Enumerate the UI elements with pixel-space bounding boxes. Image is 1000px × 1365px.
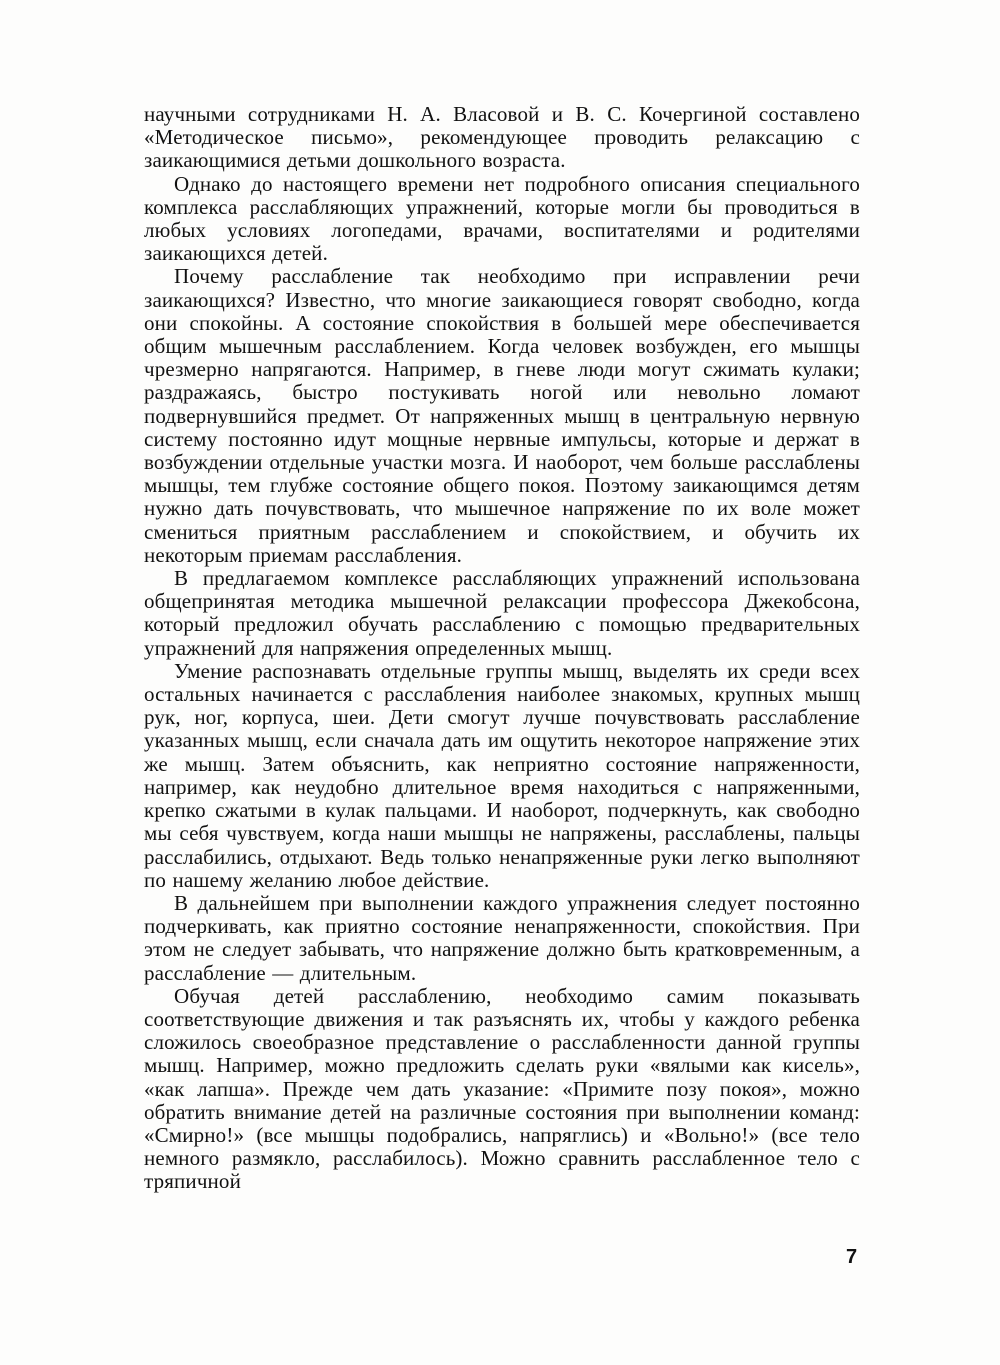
paragraph-1: научными сотрудниками Н. А. Власовой и В. С. Кочергиной составлено «Методическое письмо», рекомендующее проводить релаксацию с заикающимися детьми дошкольного возраста.: [144, 102, 860, 173]
paragraph-5: Умение распознавать отдельные группы мышц, выделять их среди всех остальных начинается с расслабления наиболее знакомых, крупных мышц рук, ног, корпуса, шеи. Дети смогут лучше почувствовать расслабление указанных мышц, если сначала дать им ощутить некоторое напряжение этих же мышц. Затем объяснить, как неприятно состояние напряженности, например, как неудобно длительное время находиться с напряженными, крепко сжатыми в кулак пальцами. И наоборот, подчеркнуть, как свободно мы себя чувствуем, когда наши мышцы не напряжены, расслаблены, пальцы расслабились, отдыхают. Ведь только ненапряженные руки легко выполняют по нашему желанию любое действие.: [144, 658, 860, 892]
paragraph-4: В предлагаемом комплексе расслабляющих упражнений использована общепринятая методика мышечной релаксации профессора Джекобсона, который предложил обучать расслаблению с помощью предварительных упражнений для напряжения определенных мышц.: [144, 566, 860, 660]
paragraph-3: Почему расслабление так необходимо при исправлении речи заикающихся? Известно, что многие заикающиеся говорят свободно, когда они спокойны. А состояние спокойствия в большей мере обеспечивается общим мышечным расслаблением. Когда человек возбужден, его мышцы чрезмерно напрягаются. Например, в гневе люди могут сжимать кулаки; раздражаясь, быстро постукивать ногой или невольно ломают подвернувшийся предмет. От напряженных мышц в центральную нервную систему постоянно идут мощные нервные импульсы, которые и держат в возбуждении отдельные участки мозга. И наоборот, чем больше расслаблены мышцы, тем глубже состояние общего покоя. Поэтому заикающимся детям нужно дать почувствовать, что мышечное напряжение по их воле может смениться приятным расслаблением и спокойствием, и обучить их некоторым приемам расслабления.: [144, 264, 860, 567]
body-text: [144, 103, 860, 1194]
paragraph-6: В дальнейшем при выполнении каждого упражнения следует постоянно подчеркивать, как приятно состояние ненапряженности, спокойствия. При этом не следует забывать, что напряжение должно быть кратковременным, а расслабление — длительным.: [144, 890, 860, 985]
page-number: 7: [846, 1246, 858, 1268]
paragraph-2: Однако до настоящего времени нет подробного описания специального комплекса расслабляющих упражнений, которые могли бы проводиться в любых условиях логопедами, врачами, воспитателями и родителями заикающихся детей.: [144, 171, 860, 266]
paragraph-7: Обучая детей расслаблению, необходимо самим показывать соответствующие движения и так разъяснять их, чтобы у каждого ребенка сложилось своеобразное представление о расслабленности данной группы мышц. Например, можно предложить сделать руки «вялыми как кисель», «как лапша». Прежде чем дать указание: «Примите позу покоя», можно обратить внимание детей на различные состояния при выполнении команд: «Смирно!» (все мышцы подобрались, напряглись) и «Вольно!» (все тело немного размякло, расслабилось). Можно сравнить расслабленное тело с тряпичной: [144, 983, 860, 1194]
